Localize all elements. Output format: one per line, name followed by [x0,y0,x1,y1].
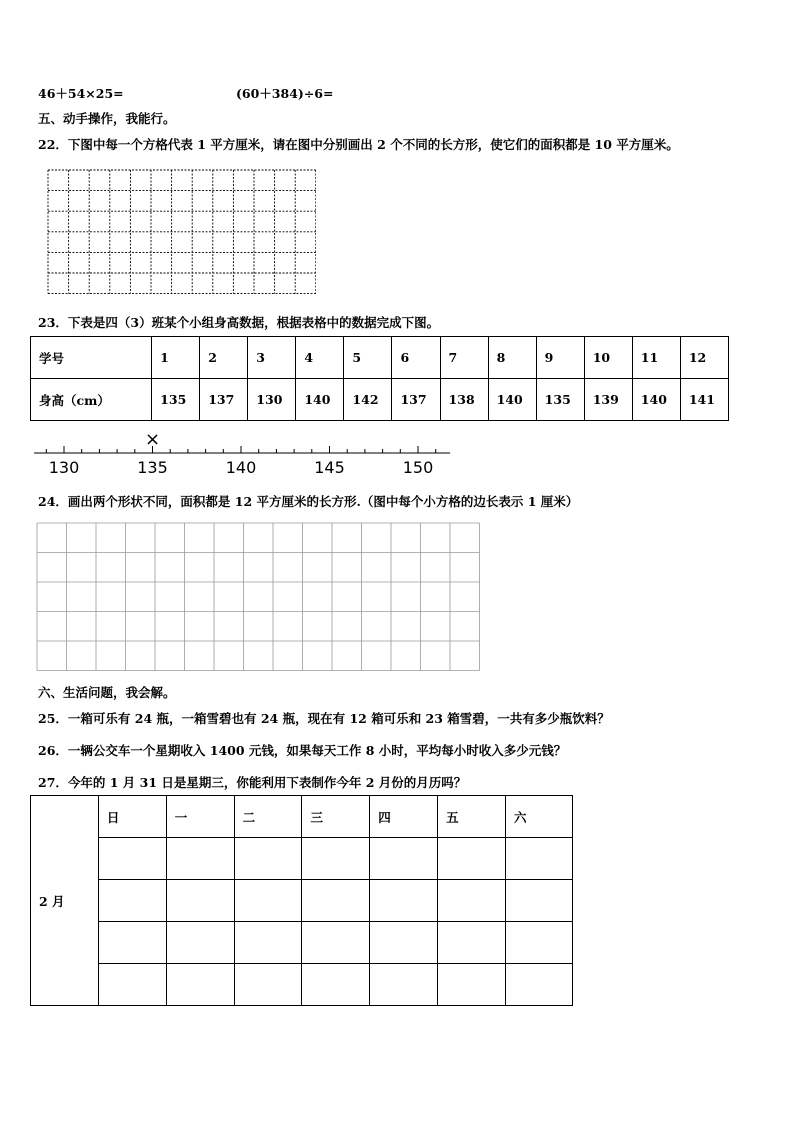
weekday-header: 日 [98,796,166,838]
weekday-header: 六 [506,796,573,838]
q26-text: 26．一辆公交车一个星期收入 1400 元钱，如果每天工作 8 小时，平均每小时收入多少元钱？ [38,743,567,758]
id-cell: 9 [536,337,584,379]
axis-tick-label: 130 [48,458,80,477]
height-cell: 135 [152,379,200,421]
calendar-day-cell[interactable] [166,838,234,880]
calendar-day-cell[interactable] [438,838,506,880]
q22-text: 22．下图中每一个方格代表 1 平方厘米，请在图中分别画出 2 个不同的长方形，使它们的面积都是 10 平方厘米。 [38,137,679,152]
id-cell: 3 [248,337,296,379]
calendar-week-row [31,964,573,1006]
axis-tick-label: 145 [314,458,345,477]
calendar-day-cell[interactable] [302,964,370,1006]
height-cell: 137 [200,379,248,421]
calendar-day-cell[interactable] [506,964,573,1006]
table-row-ids [31,337,729,379]
calendar-day-cell[interactable] [438,964,506,1006]
q23-text: 23．下表是四（3）班某个小组身高数据，根据表格中的数据完成下图。 [38,315,440,330]
q23-number-line[interactable] [30,424,460,480]
id-cell: 12 [680,337,728,379]
id-cell: 11 [632,337,680,379]
q23-height-table [30,336,729,421]
calendar-day-cell[interactable] [166,964,234,1006]
calendar-day-cell[interactable] [370,922,438,964]
height-cell: 140 [632,379,680,421]
calendar-week-row [31,922,573,964]
id-cell: 5 [344,337,392,379]
axis-tick-label: 140 [225,458,257,477]
weekday-header: 四 [370,796,438,838]
height-cell: 142 [344,379,392,421]
calendar-day-cell[interactable] [234,838,302,880]
calendar-day-cell[interactable] [98,922,166,964]
section6-title: 六、生活问题，我会解。 [38,685,176,700]
q25-text: 25．一箱可乐有 24 瓶，一箱雪碧也有 24 瓶，现在有 12 箱可乐和 23 箱雪碧，一共有多少瓶饮料？ [38,711,610,726]
height-cell: 130 [248,379,296,421]
id-cell: 4 [296,337,344,379]
q21-expression-2: (60＋384)÷6= [236,86,334,101]
calendar-day-cell[interactable] [166,922,234,964]
row-label-height: 身高（cm） [31,379,152,421]
calendar-day-cell[interactable] [370,964,438,1006]
calendar-day-cell[interactable] [370,880,438,922]
calendar-day-cell[interactable] [234,922,302,964]
q21-expression-1: 46＋54×25= [38,86,124,101]
id-cell: 2 [200,337,248,379]
calendar-day-cell[interactable] [98,880,166,922]
data-mark-x: × [144,429,161,450]
row-label-id: 学号 [31,337,152,379]
q24-text: 24．画出两个形状不同，面积都是 12 平方厘米的长方形.（图中每个小方格的边长表示 1 厘米） [38,494,579,509]
q24-square-grid[interactable] [36,522,482,674]
height-cell: 139 [584,379,632,421]
height-cell: 140 [488,379,536,421]
calendar-week-row [31,838,573,880]
table-row-heights [31,379,729,421]
height-cell: 141 [680,379,728,421]
id-cell: 10 [584,337,632,379]
id-cell: 7 [440,337,488,379]
calendar-day-cell[interactable] [506,838,573,880]
month-label: 2 月 [31,796,99,1006]
q22-dotted-grid[interactable] [46,168,316,294]
calendar-day-cell[interactable] [98,964,166,1006]
calendar-day-cell[interactable] [234,880,302,922]
calendar-day-cell[interactable] [302,880,370,922]
calendar-day-cell[interactable] [234,964,302,1006]
calendar-day-cell[interactable] [98,838,166,880]
height-cell: 137 [392,379,440,421]
height-cell: 140 [296,379,344,421]
section5-title: 五、动手操作，我能行。 [38,111,176,126]
q27-text: 27．今年的 1 月 31 日是星期三，你能利用下表制作今年 2 月份的月历吗？ [38,775,467,790]
height-cell: 135 [536,379,584,421]
calendar-day-cell[interactable] [370,838,438,880]
calendar-day-cell[interactable] [506,922,573,964]
q27-calendar-table [30,795,573,1006]
axis-tick-label: 150 [402,458,434,477]
calendar-day-cell[interactable] [438,922,506,964]
calendar-day-cell[interactable] [438,880,506,922]
weekday-header: 二 [234,796,302,838]
calendar-day-cell[interactable] [506,880,573,922]
weekday-header: 一 [166,796,234,838]
calendar-day-cell[interactable] [302,922,370,964]
axis-tick-label: 135 [137,458,168,477]
height-cell: 138 [440,379,488,421]
id-cell: 6 [392,337,440,379]
calendar-day-cell[interactable] [302,838,370,880]
weekday-header: 三 [302,796,370,838]
calendar-day-cell[interactable] [166,880,234,922]
calendar-week-row [31,880,573,922]
weekday-header: 五 [438,796,506,838]
id-cell: 8 [488,337,536,379]
id-cell: 1 [152,337,200,379]
